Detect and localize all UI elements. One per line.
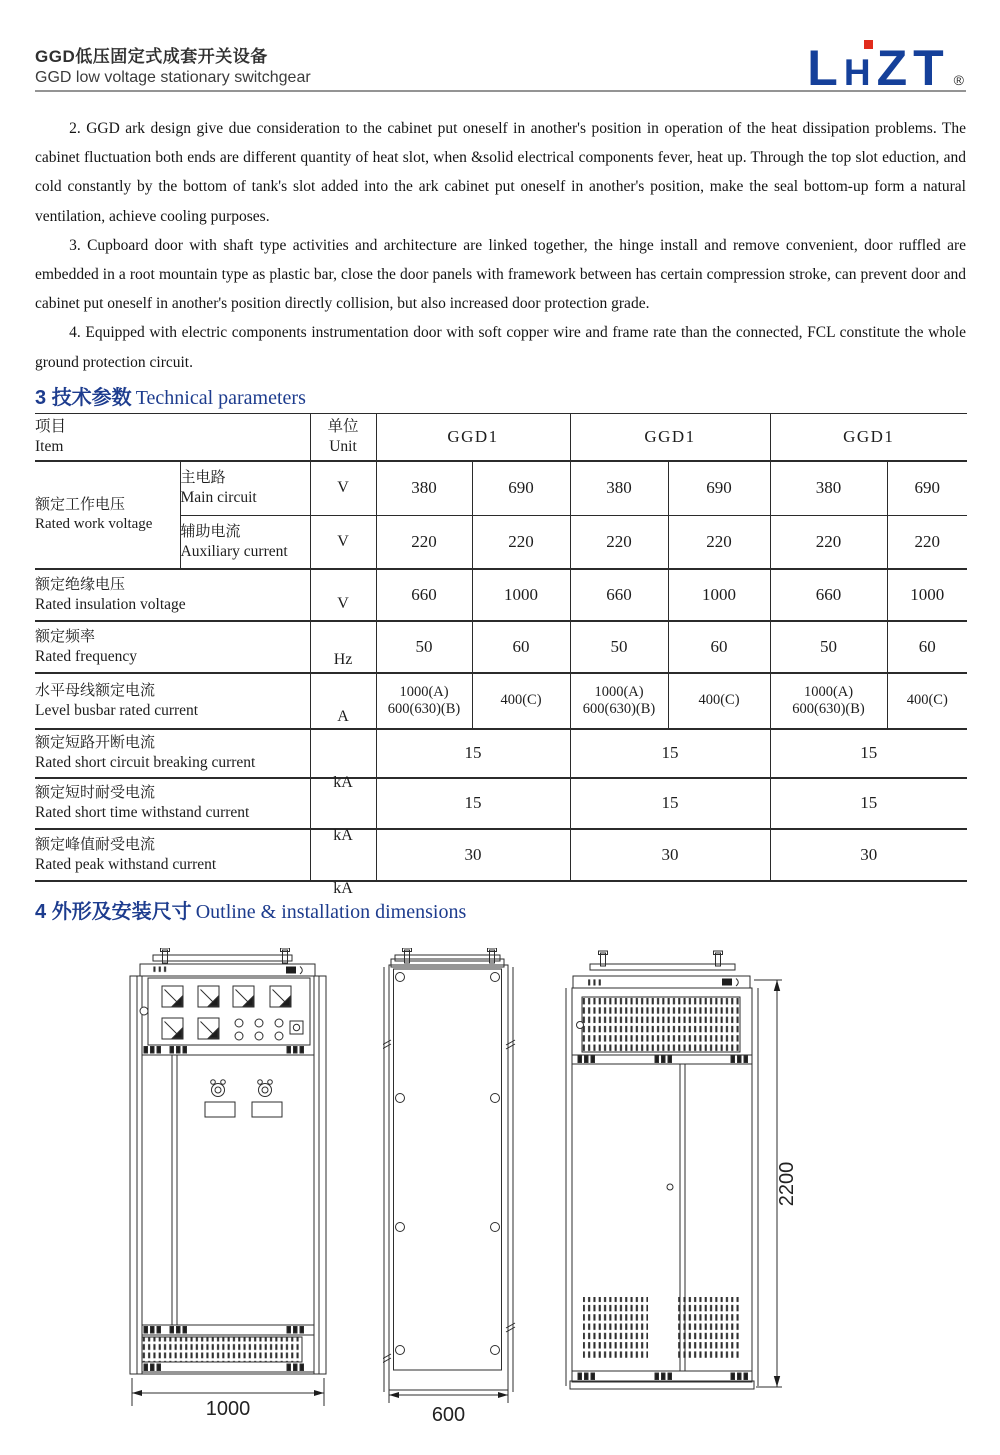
value-cell: 1000(A) 600(630)(B) [770,673,887,729]
side-hole [140,1007,148,1015]
section-3-title-zh: 技术参数 [51,387,132,409]
row-label-aux-current: 辅助电流 Auxiliary current [180,516,310,569]
doc-header [35,42,311,87]
table-header-row [35,414,967,461]
meter-icons [162,986,291,1039]
value-cell: 50 [376,621,472,673]
unit-cell: V [310,516,376,569]
unit-cell: A [310,673,376,729]
row-frequency [35,621,967,673]
row-peak-withstand [35,829,967,881]
value-cell: 660 [570,569,668,621]
section-4-title-zh: 外形及安装尺寸 [51,901,192,923]
unit-cell: Hz [310,621,376,673]
lifting-bar [153,955,292,961]
dimension-label-depth: 600 [431,1404,466,1426]
depth-dimension [389,1380,508,1403]
bottom-vent-grille [142,1337,302,1362]
row-breaking-current [35,729,967,778]
name-plate [205,1102,235,1117]
lifting-bar [395,955,500,961]
header-rule [35,90,966,92]
value-cell: 60 [668,621,770,673]
value-cell: 220 [770,516,887,569]
logo-red-dot-icon [864,40,873,49]
section-3-number: 3 [35,387,47,409]
row-label-busbar: 水平母线额定电流 Level busbar rated current [35,673,310,729]
value-cell: 1000(A) 600(630)(B) [376,673,472,729]
col-header-model-1: GGD1 [376,414,570,461]
value-cell: 220 [570,516,668,569]
row-label-breaking-current: 额定短路开断电流 Rated short circuit breaking current [35,729,310,778]
col-header-unit: 单位 Unit [310,414,376,461]
row-label-insulation: 额定绝缘电压 Rated insulation voltage [35,569,310,621]
row-label-main-circuit: 主电路 Main circuit [180,461,310,516]
value-cell: 660 [770,569,887,621]
value-cell: 380 [376,461,472,516]
button-icon [290,1021,303,1034]
top-vent-grille [582,997,740,1052]
side-hole [577,1022,584,1029]
doc-title-en: GGD low voltage stationary switchgear [35,69,311,86]
unit-cell: kA [310,778,376,829]
side-view-drawing [383,948,522,1426]
value-cell: 1000 [668,569,770,621]
value-cell: 220 [472,516,570,569]
door-handle-icons [211,1080,273,1097]
paragraph-4: 4. Equipped with electric components instrumentation door with soft copper wire and frame rate than the connected, FCL constitute the whole ground protection circuit. [35,324,966,371]
section-4-number: 4 [35,901,47,923]
row-label-frequency: 额定频率 Rated frequency [35,621,310,673]
paragraph-2: 2. GGD ark design give due consideration to the cabinet put oneself in another's position in operation of the heat dissipation problems. The cabinet fluctuation both ends are different quantity of heat slot, when &solid electrical components fever, heat up. Through the top slot eduction, and cold constantly by the bottom of tank's slot added into the ark cabinet put oneself in another's position, make the seal bottom-up form a natural ventilation, achieve cooling purposes. [35,120,966,225]
row-group-work-voltage: 额定工作电压 Rated work voltage [35,461,180,569]
paragraph-3: 3. Cupboard door with shaft type activities and architecture are linked together, the hinge install and remove convenient, door ruffled are embedded in a root mountain type as plastic bar, close the door panels with framework between has certain compression stroke, can prevent door and cabinet put oneself in another's position directly collision, but also increased door protection grade. [35,236,966,313]
value-cell: 50 [770,621,887,673]
value-cell: 15 [570,778,770,829]
value-cell: 690 [472,461,570,516]
value-cell: 400(C) [887,673,967,729]
cap-vent-block [588,979,603,986]
cap-vent-block [153,967,168,974]
value-cell: 15 [376,729,570,778]
value-cell: 400(C) [472,673,570,729]
value-cell: 1000 [887,569,967,621]
value-cell: 15 [770,778,967,829]
value-cell: 15 [376,778,570,829]
logo-letters-zt: ZT [876,40,950,96]
rear-view-drawing [560,950,810,1400]
row-main-circuit [35,461,967,516]
value-cell: 380 [570,461,668,516]
value-cell: 380 [770,461,887,516]
registered-mark: ® [953,72,964,88]
unit-cell: kA [310,829,376,881]
door-vent-grille [676,1297,741,1358]
row-label-short-withstand: 额定短时耐受电流 Rated short time withstand current [35,778,310,829]
side-panel [394,969,502,1370]
value-cell: 15 [770,729,967,778]
row-short-withstand [35,778,967,829]
section-3-title-en: Technical parameters [135,387,306,409]
value-cell: 690 [668,461,770,516]
col-header-model-3: GGD1 [770,414,967,461]
side-cabinet-outline [383,948,515,1403]
door-vent-grille [583,1297,648,1358]
value-cell: 1000 [472,569,570,621]
value-cell: 660 [376,569,472,621]
value-cell: 30 [770,829,967,881]
cap-label-block [286,967,296,974]
section-4-title-en: Outline & installation dimensions [195,901,467,923]
value-cell: 30 [376,829,570,881]
col-header-item: 项目 Item [35,414,310,461]
doc-title-zh: GGD低压固定式成套开关设备 [35,47,268,66]
value-cell: 220 [887,516,967,569]
section-4-heading [35,895,466,924]
logo-letter-h: H [844,52,877,93]
value-cell: 1000(A) 600(630)(B) [570,673,668,729]
col-header-model-2: GGD1 [570,414,770,461]
section-3-heading [35,381,306,410]
value-cell: 15 [570,729,770,778]
value-cell: 50 [570,621,668,673]
indicator-lamp-icons [235,1019,283,1040]
rear-cabinet-outline [566,951,782,1389]
row-insulation [35,569,967,621]
row-label-peak-withstand: 额定峰值耐受电流 Rated peak withstand current [35,829,310,881]
value-cell: 60 [887,621,967,673]
front-cabinet-outline [130,948,326,1406]
value-cell: 60 [472,621,570,673]
dimension-label-height: 2200 [776,1161,798,1207]
logo-letter-l: L [807,40,844,96]
lifting-bar [590,964,735,970]
value-cell: 400(C) [668,673,770,729]
row-busbar [35,673,967,729]
value-cell: 690 [887,461,967,516]
value-cell: 220 [668,516,770,569]
front-view-drawing [120,948,337,1420]
unit-cell: V [310,569,376,621]
dimension-label-width: 1000 [205,1398,251,1420]
bolt-hole-icons [396,973,500,1355]
value-cell: 30 [570,829,770,881]
name-plate [252,1102,282,1117]
unit-cell: V [310,461,376,516]
cap-label-block [722,979,732,986]
value-cell: 220 [376,516,472,569]
technical-parameters-table [35,413,967,897]
body-text [35,114,966,377]
unit-cell: kA [310,729,376,778]
keyhole-icon [667,1184,673,1190]
brand-logo [807,40,964,102]
